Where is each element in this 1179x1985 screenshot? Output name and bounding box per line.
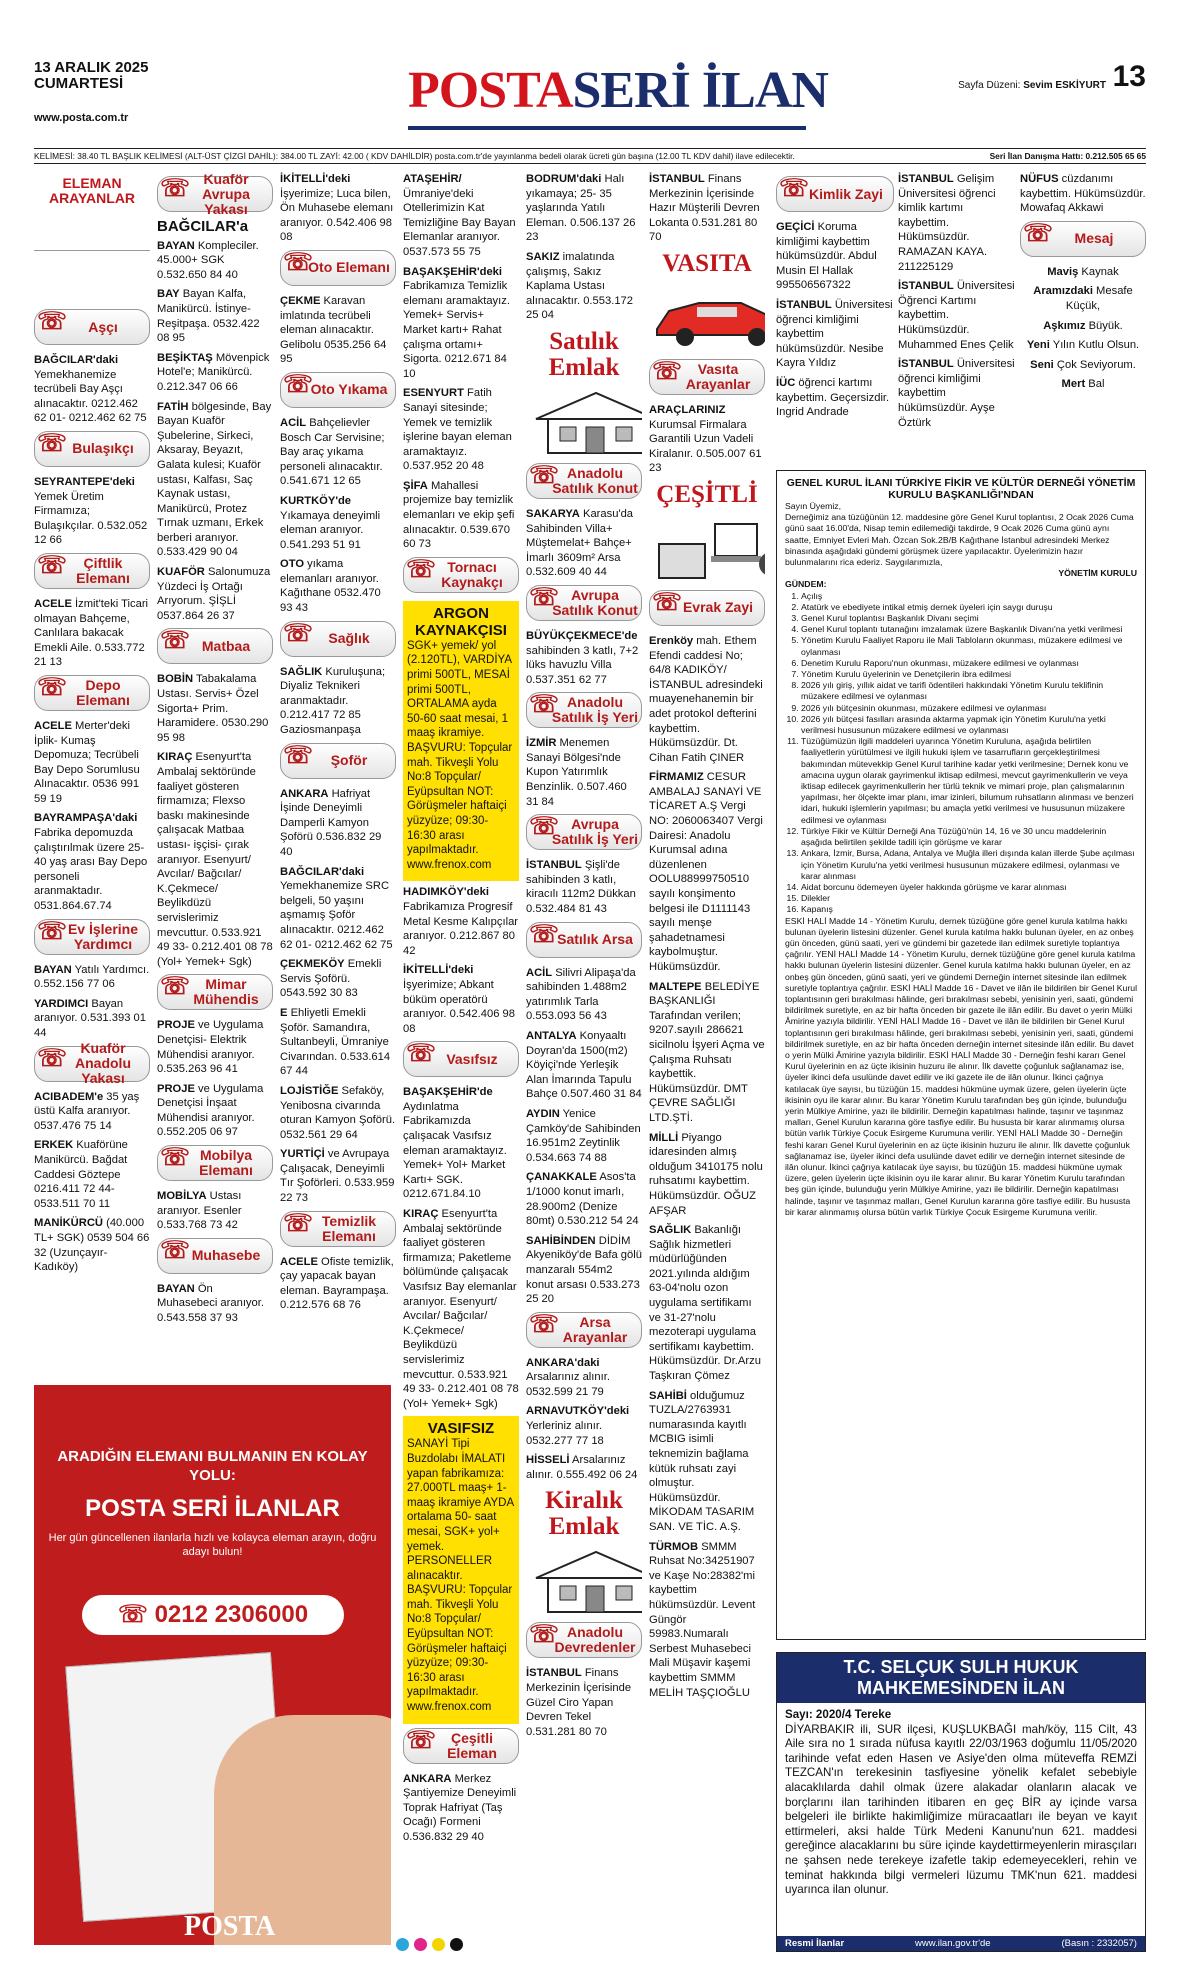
court-number: Sayı: 2020/4 Tereke bbox=[785, 1708, 892, 1721]
section-title: Satılık Emlak bbox=[548, 327, 620, 381]
column-9 bbox=[1020, 172, 1146, 462]
column-7 bbox=[776, 172, 894, 462]
house-illustration bbox=[526, 387, 642, 457]
column-8 bbox=[898, 172, 1016, 462]
listing: ERKEK Kuaförüne Manikürcü. Bağdat Caddesi Göztepe 0216.411 72 44- 0533.511 70 11 bbox=[34, 1139, 128, 1210]
listing: SEYRANTEPE'deki Yemek Üretim Firmamıza; Bulaşıkçılar. 0.532.052 12 66 bbox=[34, 475, 148, 547]
website[interactable]: www.posta.com.tr bbox=[34, 112, 129, 124]
agenda-item: 1. Açılış bbox=[801, 591, 1137, 602]
court-title: T.C. SELÇUK SULH HUKUK MAHKEMESİNDEN İLAN bbox=[777, 1653, 1145, 1703]
listing: TÜRMOB SMMM Ruhsat No:34251907 ve Kaşe No:28382'mi kaybettim hükümsüzdür. Levent Güngör 59983.Numaralı Serbest Muhasebeci Mali Müşavir kaşemi kaybettim SMMM MELİH TAŞÇIOĞLU bbox=[649, 1540, 756, 1699]
listing: SAĞLIK Kuruluşuna; Diyaliz Teknikeri aranmaktadır. 0.212.417 72 85 Gaziosmanpaşa bbox=[280, 665, 386, 737]
highlight-ad: ARGON KAYNAKÇISI SGK+ yemek/ yol (2.120TL), VARDİYA primi 500TL, MESAİ primi 500TL, ORTALAMA ayda 50-60 saat mesai, 1 maaş ikramiye. BAŞVURU: Topçular mah. Tikveşli Yolu No:8 Topçular/ Eyüpsultan NOT: Görüşmeler haftaiçi yüzyüze; 09:30- 16:30 arası yapılmaktadır. www.frenox.com bbox=[403, 601, 519, 882]
listing: İSTANBUL Finans Merkezinin İçerisinde Güzel Ciro Yapan Devren Tekel 0.531.281 80 70 bbox=[526, 1667, 632, 1738]
category-header: ☏ Mobilya Elemanı bbox=[157, 1145, 273, 1181]
listing: ŞİFA Mahallesi projemize bay temizlik elemanları ve ekip şefi alınacaktır. 0.539.670 60 73 bbox=[403, 479, 515, 551]
issue-date: 13 ARALIK 2025 CUMARTESİ bbox=[34, 59, 149, 92]
agenda-item: 5. Yönetim Kurulu Faaliyet Raporu ile Mali Tabloların okunması, müzakere edilmesi ve oylanması bbox=[801, 635, 1137, 657]
message-line: Seni Çok Seviyorum. bbox=[1030, 358, 1136, 371]
listing: ARAÇLARINIZ Kurumsal Firmalara Garantili Uzun Vadeli Kiralanır. 0.505.007 61 23 bbox=[649, 403, 762, 475]
category-header: ☏ Temizlik Elemanı bbox=[280, 1211, 396, 1247]
listing: HİSSELİ Arsalarınız alınır. 0.555.492 06 24 bbox=[526, 1454, 638, 1481]
logo-underline bbox=[408, 126, 806, 130]
listing: İSTANBUL Üniversitesi öğrenci kimliğimi kaybettim hükümsüzdür. Ayşe Öztürk bbox=[898, 358, 1015, 429]
listing: ANKARA Merkez Şantiyemize Deneyimli Toprak Hafriyat (Taş Ocağı) Formeni 0.536.832 29 40 bbox=[403, 1772, 517, 1843]
listing: ACİL Silivri Alipaşa'da sahibinden 1.488m2 yatırımlık Tarla 0.553.093 56 43 bbox=[526, 966, 636, 1023]
listing: İKİTELLİ'deki İşyerimize; Abkant büküm operatörü aranıyor. 0.542.406 98 08 bbox=[403, 964, 515, 1035]
page-number: 13 bbox=[1112, 60, 1146, 93]
listing: BAĞCILAR'daki Yemekhanemize tecrübeli Bay Aşçı alınacaktır. 0212.462 62 01- 0212.462 62 75 bbox=[34, 354, 147, 425]
category-header: ☏ Aşçı bbox=[34, 309, 150, 345]
listing: İSTANBUL Üniversitesi öğrenci kimliğimi kaybettim hükümsüzdür. Nesibe Kayra Yıldız bbox=[776, 298, 893, 370]
listing: İSTANBUL Gelişim Üniversitesi öğrenci kimlik kartımı kaybettim. Hükümsüzdür. RAMAZAN KAYA. 211225129 bbox=[898, 173, 996, 273]
court-footer: Resmi İlanlar www.ilan.gov.tr'de (Basın : 2332057) bbox=[777, 1936, 1145, 1951]
section-title: VASITA bbox=[662, 249, 752, 277]
listing: ACELE Ofiste temizlik, çay yapacak bayan eleman. Bayrampaşa. 0.212.576 68 76 bbox=[280, 1255, 394, 1312]
listing: ANKARA Hafriyat İşinde Deneyimli Damperli Kamyon Şoförü 0.536.832 29 40 bbox=[280, 787, 382, 858]
category-header: ☏ Muhasebe bbox=[157, 1238, 273, 1274]
listing: BAŞAKŞEHİR'deki Fabrikamıza Temizlik elemanı aramaktayız. Yemek+ Servis+ Market kartı+ Rahat çalışma ortamı+ Sigorta. 0212.671 84 10 bbox=[403, 265, 510, 380]
listing: İSTANBUL Şişli'de sahibinden 3 katlı, kiracılı 112m2 Dükkan 0.532.484 81 43 bbox=[526, 859, 636, 916]
category-header: ☏ Matbaa bbox=[157, 628, 273, 664]
notice-signature: YÖNETİM KURULU bbox=[1058, 568, 1137, 579]
agenda-item: 14. Aidat borcunu ödemeyen üyeler hakkında görüşme ve karar alınması bbox=[801, 882, 1137, 893]
posta-logo: POSTASERİ İLAN bbox=[408, 62, 828, 119]
category-header: ☏ Anadolu Satılık Konut bbox=[526, 463, 642, 499]
ad-headline: ARADIĞIN ELEMANI BULMANIN EN KOLAY YOLU: bbox=[57, 1448, 368, 1484]
listing: MOBİLYA Ustası aranıyor. Esenler 0.533.768 73 42 bbox=[157, 1190, 242, 1232]
listing: PROJE ve Uygulama Denetçisi- Elektrik Mühendisi aranıyor. 0.535.263 96 41 bbox=[157, 1019, 264, 1076]
listing: İÜC öğrenci kartımı kaybettim. Geçersizdir. Ingrid Andrade bbox=[776, 376, 890, 419]
category-header: ☏ Kuaför Avrupa Yakası bbox=[157, 176, 273, 212]
category-header: ☏ Mesaj bbox=[1020, 221, 1146, 257]
listing: PROJE ve Uygulama Denetçisi İnşaat Mühendisi aranıyor. 0.552.205 06 97 bbox=[157, 1082, 264, 1139]
listing: BAYRAMPAŞA'daki Fabrika depomuzda çalıştırılmak üzere 25-40 yaş arası Bay Depo personeli aranmaktadır. 0531.864.67.74 bbox=[34, 812, 148, 913]
listing: İSTANBUL Finans Merkezinin İçerisinde Hazır Müşterili Devren Lokanta 0.531.281 80 70 bbox=[649, 173, 760, 244]
listing: BODRUM'daki Halı yıkamaya; 25- 35 yaşlarında Yatılı Eleman. 0.506.137 26 23 bbox=[526, 173, 636, 244]
listing: NÜFUS cüzdanımı kaybettim. Hükümsüzdür. Mowafaq Akkawi bbox=[1020, 173, 1146, 215]
ad-phone[interactable]: ☏ 0212 2306000 bbox=[82, 1595, 344, 1635]
listing: FİRMAMIZ CESUR AMBALAJ SANAYİ VE TİCARET A.Ş Vergi NO: 2060063407 Vergi Dairesi: Anadolu Kurumsal adına düzenlenen OOLU88999750510 sayılı konşimento belgesi ile D1111143 sayılı menşe şahadetnamesi kaybolmuştur. Hükümsüzdür. bbox=[649, 771, 763, 973]
listing: MALTEPE BELEDİYE BAŞKANLIĞI Tarafından verilen; 9207.sayılı 286621 sicilnolu İşyeri Açma ve Çalışma Ruhsatı kaybettik. Hükümsüzdür. DMT ÇEVRE SAĞLIĞI LTD.ŞTİ. bbox=[649, 980, 765, 1124]
listing: SAHİBİ olduğumuz TUZLA/2763931 numarasında kayıtlı MCBIG isimli teknemizin bağlama kütük ruhsatı zayi olmuştur. Hükümsüzdür. MİKODAM TASARIM SAN. VE TİC. A.Ş. bbox=[649, 1389, 755, 1533]
listing: İZMİR Menemen Sanayi Bölgesi'nde Kupon Yatırımlık Benzinlik. 0.507.460 31 84 bbox=[526, 737, 627, 808]
listing: ATAŞEHİR/ Ümraniye'deki Otellerimizin Kat Temizliğine Bay Bayan Elemanlar aranıyor. 0537.573 55 75 bbox=[403, 173, 516, 258]
listing: İKİTELLİ'deki İşyerimize; Luca bilen, Ön Muhasebe elemanı aranıyor. 0.542.406 98 08 bbox=[280, 173, 394, 244]
listing: SAKIZ imalatında çalışmış, Sakız Kaplama Ustası alınacaktır. 0.553.172 25 04 bbox=[526, 250, 633, 322]
category-header: ☏ Çeşitli Eleman bbox=[403, 1728, 519, 1764]
agenda-item: 13. Ankara, İzmir, Bursa, Adana, Antalya ve Muğla illeri dışında kalan illerde Şube açılması için Yönetim Kurulu'na yetki verilmesi hususunun müzakere edilmesi, oylanması ve karar alınması bbox=[801, 848, 1137, 882]
listing: ACIBADEM'e 35 yaş üstü Kalfa aranıyor. 0537.476 75 14 bbox=[34, 1090, 140, 1132]
color-registration-dots bbox=[396, 1938, 468, 1956]
editor-credit: Sayfa Düzeni: Sevim ESKİYURT bbox=[958, 80, 1106, 91]
category-header: ☏ Ev İşlerine Yardımcı bbox=[34, 919, 150, 955]
highlight-ad: VASIFSIZ SANAYİ Tipi Buzdolabı İMALATI yapan fabrikamıza: 27.000TL maaş+ 1-maaş ikramiye AYDA ortalama 50- saat mesai, SGK+ yol+ yemek. PERSONELLER alınacaktır. BAŞVURU: Topçular mah. Tikveşli Yolu No:8 Topçular/ Eyüpsultan NOT: Görüşmeler haftaiçi yüzyüze; 09:30- 16:30 arası yapılmaktadır. www.frenox.com bbox=[403, 1416, 519, 1723]
category-header: ☏ Evrak Zayi bbox=[649, 590, 765, 626]
listing: HADIMKÖY'deki Fabrikamıza Progresif Metal Kesme Kalıpçılar aranıyor. 0.212.867 80 42 bbox=[403, 886, 519, 957]
listing: BEŞİKTAŞ Mövenpick Hotel'e; Manikürcü. 0.212.347 06 66 bbox=[157, 351, 270, 393]
listing: E Ehliyetli Emekli Şoför. Samandıra, Sultanbeyli, Ümraniye Civarından. 0.533.614 67 44 bbox=[280, 1006, 391, 1078]
listing: ANKARA'daki Arsalarınız alınır. 0532.599 21 79 bbox=[526, 1356, 610, 1398]
listing: ÇEKMEKÖY Emekli Servis Şoförü. 0543.592 30 83 bbox=[280, 958, 382, 1000]
price-rule: KELİMESİ: 38.40 TL BAŞLIK KELİMESİ (ALT-ÜST ÇİZGİ DAHİL): 384.00 TL ZAYİ: 42.00 ( KDV DAHİLDİR) posta.com.tr'de yayınlanma bedeli olarak ücreti gün başına (12.00 TL KDV dahil) ilave edilecektir. Seri İlan Danışma Hattı: 0.212.505 65 65 bbox=[34, 148, 1146, 164]
listing: BAY Bayan Kalfa, Manikürcü. İstinye- Reşitpaşa. 0532.422 08 95 bbox=[157, 288, 260, 345]
listing: AYDIN Yenice Çamköy'de Sahibinden 16.951m2 Zeytinlik 0.534.663 74 88 bbox=[526, 1107, 641, 1164]
category-header: ☏ Depo Elemanı bbox=[34, 675, 150, 711]
agenda-list bbox=[785, 591, 1137, 916]
yellow-dot bbox=[432, 1938, 445, 1951]
ad-title: POSTA SERİ İLANLAR bbox=[85, 1495, 340, 1522]
notice-intro: Derneğimiz ana tüzüğünün 12. maddesine göre Genel Kurul toplantısı, 2 Ocak 2026 Cuma günü saat 16.00'da, Nisap temin edilemediği takdirde, 9 Ocak 2026 Cuma günü aynı saatte, Emniyet Evleri Mah. Özcan Sok.2B/B Kağıthane İstanbul adresindeki Merkez binasında aşağıdaki gündemi görüşmek üzere yapılacaktır. Üyelerimizin hazır bulunmalarını rica ederiz. Saygılarımızla, bbox=[785, 512, 1134, 568]
listing: Erenköy mah. Ethem Efendi caddesi No; 64/8 KADIKÖY/ İSTANBUL adresindeki muayenehanemin bir adet protokol defterini kaybettim. Hükümsüzdür. Dt. Cihan Fatih ÇINER bbox=[649, 634, 763, 764]
agenda-title: GÜNDEM: bbox=[785, 579, 827, 590]
listing: SAKARYA Karasu'da Sahibinden Villa+ Müştemelat+ Bahçe+ İmarlı 3609m² Arsa 0.532.609 40 44 bbox=[526, 507, 634, 579]
category-header: ☏ Tornacı Kaynakçı bbox=[403, 557, 519, 593]
category-header: ☏ Mimar Mühendis bbox=[157, 974, 273, 1010]
category-header: ☏ Satılık Arsa bbox=[526, 922, 642, 958]
listing: SAĞLIK Bakanlığı Sağlık hizmetleri müdürlüğünden 2021.yılında aldığım 63-04'nolu ozon uygulama sertifikamı ve 31-27'nolu mezoterapi uygulama sertifikamı kaybettim. Hükümsüzdür. Dr.Arzu Taşkıran Çömez bbox=[649, 1224, 761, 1383]
general-assembly-notice bbox=[776, 470, 1146, 1640]
notice-title: GENEL KURUL İLANI TÜRKİYE FİKİR VE KÜLTÜR DERNEĞİ YÖNETİM KURULU BAŞKANLIĞI'NDAN bbox=[786, 477, 1136, 501]
listing: OTO yıkama elemanları aranıyor. Kağıthane 0532.470 93 43 bbox=[280, 558, 381, 615]
listing: LOJİSTİĞE Sefaköy, Yenibosna civarında oturan Kamyon Şoförü. 0532.561 29 64 bbox=[280, 1084, 396, 1141]
agenda-item: 3. Genel Kurul toplantısı Başkanlık Divanı seçimi bbox=[801, 613, 1137, 624]
listing: KURTKÖY'de Yıkamaya deneyimli eleman aranıyor. 0.541.293 51 91 bbox=[280, 494, 381, 551]
category-header: ☏ Oto Yıkama bbox=[280, 372, 396, 408]
amendments: ESKİ HALİ Madde 14 - Yönetim Kurulu, dernek tüzüğüne göre genel kurula katılma hakkı bulunan üyelerin listesini düzenler. Genel kurula katılma hakkı bulunan üyeler, en az onbeş gün önceden, günü saati, yeri ve gündemi bir gazetede ilan edilmek suretiyle toplantıya çağrılır. YENİ HALİ Madde 14 - Yönetim Kurulu, dernek tüzüğüne göre genel kurula katılma hakkı bulunan üyelerin listesini düzenler. Genel kurula katılma hakkı bulunan üyeler, en az onbeş gün önceden, günü saati, yeri ve gündemi Derneğin internet sitesinde ilan edilmek suretiyle toplantıya çağrılır. ESKİ HALİ Madde 16 - Davet ve ilân ile bildirilen bir Genel Kurul toplantısının geri bırakılması hâlinde, geri bırakılması sebebi, yenisinin yeri, saati, gündemi bildirilmek suretiyle, en az bir hafta önceden bir gazete ile ilân edilir. Bu davet o yerin Mülki Âmirine yazıyla bildirilir. YENİ HALİ Madde 16 - Davet ve ilân ile bildirilen bir Genel Kurul toplantısının geri bırakılması hâlinde, geri bırakılması sebebi, yenisinin yeri, saati, gündemi bildirilmek suretiyle, en az bir hafta önceden derneğin internet sitesinde ilân edilir. Bu davet o yerin Mülki Âmirine yazıyla bildirilir. ESKİ HALİ Madde 30 - Derneğin feshi kararı Genel Kurul üyelerinin en az üçte ikisinin huzuru ile alınır. İlk davette çoğunluk sağlanamaz ise, üyeler ikinci defa usulünde davet edilir ve iki gazete ile de ilân olunur. İkinci çağrıya katılacak üye sayısı, bu tüzüğün 15. maddesi hükmüne uymak üzere, gelen üyelerin üçte ikisinin oyu ile karar alınır. Bu karar Yönetim Kurulu tarafından beş gün içinde, bulunduğu yerin Mülkiye Amirine, yazı ile bildirilir. Derneğin kapatılması halinde, taşınır ve taşınmaz malları, Genel Kurulun kararına göre tasfiye edilir. Bu hususta bir karar alınmamış olursa bütün varlık Türkiye Çocuk Esirgeme Kurumuna verilir. YENİ HALİ Madde 30 - Derneğin feshi kararı Genel Kurul üyelerinin en az üçte ikisinin huzuru ile alınır. İlk davette çoğunluk sağlanamaz ise, üyeler ikinci defa usulünde davet edilir ve derneğin internet sitesinde de ilân olunur. İkinci çağrıya katılacak üye sayısı, bu tüzüğün 15. maddesi hükmüne uymak üzere, gelen üyelerin üçte ikisinin oyu ile karar alınır. Bu karar Yönetim Kurulu tarafından beş gün içinde, bulunduğu yerin Mülkiye Amirine, yazı ile bildirilir. Derneğin kapatılması halinde, taşınır ve taşınmaz malları, Genel Kurulun kararına göre tasfiye edilir. Bu hususta bir karar alınmamış olursa bütün varlık Türkiye Çocuk Esirgeme Kurumuna verilir. bbox=[785, 915, 1138, 1217]
cyan-dot bbox=[396, 1938, 409, 1951]
message-line: Aşkımız Büyük. bbox=[1043, 319, 1123, 332]
listing: BAYAN Yatılı Yardımcı. 0.552.156 77 06 bbox=[34, 963, 150, 991]
listing: BAŞAKŞEHİR'de Aydınlatma Fabrikamızda çalışacak Vasıfsız eleman aramaktayız. Yemek+ Yol+ Market Kartı+ SGK. 0212.671.84.10 bbox=[403, 1086, 507, 1201]
seri-ilan-advert bbox=[34, 1385, 391, 1945]
listing: İSTANBUL Üniversitesi Öğrenci Kartımı kaybettim. Hükümsüzdür. Muhammed Enes Çelik bbox=[898, 280, 1015, 351]
message-line: Maviş Kaynak bbox=[1047, 265, 1119, 278]
misc-illustration bbox=[649, 514, 765, 584]
listing: YURTİÇİ ve Avrupaya Çalışacak, Deneyimli Tır Şoförleri. 0.533.959 22 73 bbox=[280, 1148, 395, 1205]
category-header: ☏ Oto Elemanı bbox=[280, 250, 396, 286]
court-notice bbox=[776, 1652, 1146, 1952]
listing: KIRAÇ Esenyurt'ta Ambalaj sektöründe faaliyet gösteren firmamıza; Flexso baskı makinesinde çalışacak Matbaa ustası- işçisi- çırak aranıyor. Esenyurt/ Avcılar/ Bağcılar/ K.Çekmece/ Beylikdüzü servislerimiz mevcuttur. 0.533.921 49 33- 0.212.401 08 78 (Yol+ Yemek+ Sgk) bbox=[157, 751, 273, 968]
agenda-item: 16. Kapanış bbox=[801, 904, 1137, 915]
page-header bbox=[34, 60, 1146, 144]
message-line: Yeni Yılın Kutlu Olsun. bbox=[1026, 339, 1140, 352]
ad-subtext: Her gün güncellenen ilanlarla hızlı ve kolayca eleman arayın, doğru adayı bulun! bbox=[48, 1532, 377, 1558]
agenda-item: 6. Denetim Kurulu Raporu'nun okunması, müzakere edilmesi ve oylanması bbox=[801, 658, 1137, 669]
listing: YARDIMCI Bayan aranıyor. 0.531.393 01 44 bbox=[34, 997, 146, 1039]
section-title: Kiralık Emlak bbox=[545, 1487, 623, 1541]
column-5 bbox=[526, 172, 642, 1942]
category-header: ☏ Anadolu Satılık İş Yeri bbox=[526, 692, 642, 728]
listing: BAYAN Ön Muhasebeci aranıyor. 0.543.558 37 93 bbox=[157, 1282, 264, 1325]
subheading: BAĞCILAR'a bbox=[157, 218, 249, 235]
ad-brand: POSTA bbox=[184, 1911, 276, 1942]
listing: MİLLİ Piyango idaresinden almış olduğum 3410175 nolu ruhsatımı kaybettim. Hükümsüzdür. OĞUZ AFŞAR bbox=[649, 1131, 763, 1217]
agenda-item: 9. 2026 yılı bütçesinin okunması, müzakere edilmesi ve oylanması bbox=[801, 703, 1137, 714]
black-dot bbox=[450, 1938, 463, 1951]
car-illustration bbox=[649, 283, 765, 353]
column-1 bbox=[34, 172, 150, 1552]
category-header: ☏ Avrupa Satılık İş Yeri bbox=[526, 814, 642, 850]
listing: BAĞCILAR'daki Yemekhanemize SRC belgeli, 50 yaşını aşmamış Şoför alınacaktır. 0212.462 62 01- 0212.462 62 75 bbox=[280, 865, 393, 951]
listing: ARNAVUTKÖY'deki Yerleriniz alınır. 0532.277 77 18 bbox=[526, 1405, 630, 1447]
listing: KUAFÖR Salonumuza Yüzdeci İş Ortağı Arıyorum. ŞİŞLİ 0537.864 26 37 bbox=[157, 566, 271, 622]
court-body: DİYARBAKIR ili, SUR ilçesi, KUŞLUKBAĞI mah/köy, 115 Cilt, 43 Aile sıra no 1 sırada nüfusa kayıtlı 22/03/1963 doğumlu 11/05/2020 tarihinde vefat eden Hasen ve Asiye'den olma müteveffa REMZİ TEZCAN'ın terekesinin tasfiyesine yönelik kefalet sebebiyle alacaklılarda dahil olmak üzere alakadar olanların alacak ve borçlarını ilan tarihinden itibaren en geç BİR ay içinde varsa belgeleri ile birlikte hakimliğimize müracaatları ile beyan ve kayıt ettirmeleri, aksi halde Türk Medeni Kanunu'nun 621. maddesi gereğince alacaklarını bu süre içinde kaydettirmeyenlerin mirasçıları ne şahsen nede terekeye izafetle takip edemeyecekleri, rehin ve teminat hakkında bilgi vermeleri lüzumu TMK'nun 621. maddesi uyarınca ilan olunur. bbox=[785, 1722, 1137, 1897]
category-header: ☏ Şoför bbox=[280, 743, 396, 779]
listing: ÇEKME Karavan imlatında tecrübeli eleman alınacaktır. Gelibolu 0535.256 64 95 bbox=[280, 294, 387, 366]
house-illustration bbox=[526, 1546, 642, 1616]
message-line: Mert Bal bbox=[1061, 378, 1105, 391]
category-header: ☏ Vasıta Arayanlar bbox=[649, 359, 765, 395]
category-header: ☏ Kimlik Zayi bbox=[776, 176, 894, 212]
listing: GEÇİCİ Koruma kimliğimi kaybettim hükümsüzdür. Abdul Musin El Hallak 995506567322 bbox=[776, 221, 877, 292]
agenda-item: 2. Atatürk ve ebediyete intikal etmiş dernek üyeleri için saygı duruşu bbox=[801, 602, 1137, 613]
agenda-item: 15. Dilekler bbox=[801, 893, 1137, 904]
listing: ANTALYA Konyaaltı Doyran'da 1500(m2) Köyiçi'nde Yerleşik Alan İmarında Tapulu Bahçe 0.507.460 31 84 bbox=[526, 1030, 642, 1101]
category-header: ☏ Kuaför Anadolu Yakası bbox=[34, 1046, 150, 1082]
listing: ACELE Merter'deki İplik- Kumaş Depomuza; Tecrübeli Bay Depo Sorumlusu Alınacaktır. 0536 991 59 19 bbox=[34, 719, 140, 805]
agenda-item: 10. 2026 yılı bütçesi fasılları arasında aktarma yapmak için Yönetim Kurulu'na yetki verilmesi hususunun müzakere edilmesi ve oylanması bbox=[801, 714, 1137, 736]
listing: FATİH bölgesinde, Bay Bayan Kuaför Şubelerine, Sirkeci, Aksaray, Beyazıt, Galata kulesi; Kuaför ustası, Kalfası, Saç Kaynak ustası, Manikürcü, Protez Tırnak uzmanı, Erkek berberi aranıyor. 0.533.429 90 04 bbox=[157, 400, 272, 559]
listing: ACİL Bahçelievler Bosch Car Servisine; Bay araç yıkama personeli alınacaktır. 0.541.671 12 65 bbox=[280, 416, 385, 488]
category-header: ☏ Çiftlik Elemanı bbox=[34, 553, 150, 589]
column-6 bbox=[649, 172, 765, 1942]
listing: BÜYÜKÇEKMECE'de sahibinden 3 katlı, 7+2 lüks havuzlu Villa 0.537.351 62 77 bbox=[526, 629, 639, 686]
magenta-dot bbox=[414, 1938, 427, 1951]
message-line: Aramızdaki Mesafe Küçük, bbox=[1033, 285, 1133, 312]
agenda-item: 12. Türkiye Fikir ve Kültür Derneği Ana Tüzüğü'nün 14, 16 ve 30 uncu maddelerinin aşağıda belirtilen şekilde tadili için görüşme ve karar bbox=[801, 826, 1137, 848]
category-header: ☏ Arsa Arayanlar bbox=[526, 1312, 642, 1348]
agenda-item: 4. Genel Kurul toplantı tutanağını imzalamak üzere Başkanlık Divanı'na yetki verilmesi bbox=[801, 624, 1137, 635]
agenda-item: 11. Tüzüğümüzün ilgili maddeleri uyarınca Yönetim Kuruluna, aşağıda belirtilen faaliyetlerin yürütülmesi ve ilgili hukuki işlem ve tasarrufların gerçekleştirilmesi bakımından mütevekkip Genel Kurul tarihine kadar yetki verilmesine; Dernek konu ve amacına uygun olarak gayrimenkul iktisap edilmesi, mevcut gayrimenkullerin ve veya iktisap edilecek gayrimenkullerin her türlü teknik ve mimari proje, plan çalışmalarının yapılması, her ölçekte imar planı, imar izinleri, bilumum ruhsatların alınması ve benzeri idari, hukuki işlemlerin yapılması; bu amaçla yetki verilmesi ve hususunun müzakere edilmesi ve oylanması bbox=[801, 736, 1137, 826]
column-2 bbox=[157, 172, 273, 1552]
category-header: ☏ Anadolu Devredenler bbox=[526, 1622, 642, 1658]
listing: KIRAÇ Esenyurt'ta Ambalaj sektöründe faaliyet gösteren firmamıza; Paketleme bölümünde çalışacak Vasıfsız Bay elemanlar aranıyor. Esenyurt/ Avcılar/ Bağcılar/ K.Çekmece/ Beylikdüzü servislerimiz mevcuttur. 0.533.921 49 33- 0.212.401 08 78 (Yol+ Yemek+ Sgk) bbox=[403, 1208, 519, 1410]
listing: ESENYURT Fatih Sanayi sitesinde; Yemek ve temizlik işlerine bayan eleman aramaktayız. 0.537.952 20 48 bbox=[403, 387, 512, 473]
category-header: ☏ Sağlık bbox=[280, 621, 396, 657]
category-header: ☏ Avrupa Satılık Konut bbox=[526, 585, 642, 621]
notice-greeting: Sayın Üyemiz, bbox=[785, 501, 842, 511]
listing: ACELE İzmit'teki Ticari olmayan Bahçeme, Canlılara bakacak Emekli Aile. 0.533.772 21 13 bbox=[34, 597, 149, 669]
listing: SAHİBİNDEN DİDİM Akyeniköy'de Bafa gölü manzaralı 554m2 konut arsası 0.533.273 25 20 bbox=[526, 1234, 642, 1306]
listing: BAYAN Kompleciler. 45.000+ SGK 0.532.650 84 40 bbox=[157, 239, 259, 281]
listing: ÇANAKKALE Asos'ta 1/1000 konut imarlı, 28.900m2 (Denize 80mt) 0.530.212 54 24 bbox=[526, 1171, 639, 1228]
category-header: ☏ Vasıfsız bbox=[403, 1041, 519, 1077]
agenda-item: 7. Yönetim Kurulu üyelerinin ve Denetçilerin ibra edilmesi bbox=[801, 669, 1137, 680]
section-intro: ELEMAN ARAYANLAR bbox=[34, 176, 150, 251]
listing: MANİKÜRCÜ (40.000 TL+ SGK) 0539 504 66 32 (Uzunçayır- Kadıköy) bbox=[34, 1217, 150, 1274]
agenda-item: 8. 2026 yılı giriş, yıllık aidat ve tarifi ödentileri hakkındaki Yönetim Kurulu teklifinin müzakere edilmesi ve oylanması bbox=[801, 680, 1137, 702]
column-4 bbox=[403, 172, 519, 1942]
category-header: ☏ Bulaşıkçı bbox=[34, 431, 150, 467]
section-title: ÇEŞİTLİ bbox=[656, 480, 758, 508]
listing: BOBİN Tabakalama Ustası. Servis+ Özel Sigorta+ Prim. Haramidere. 0530.290 95 98 bbox=[157, 673, 269, 744]
